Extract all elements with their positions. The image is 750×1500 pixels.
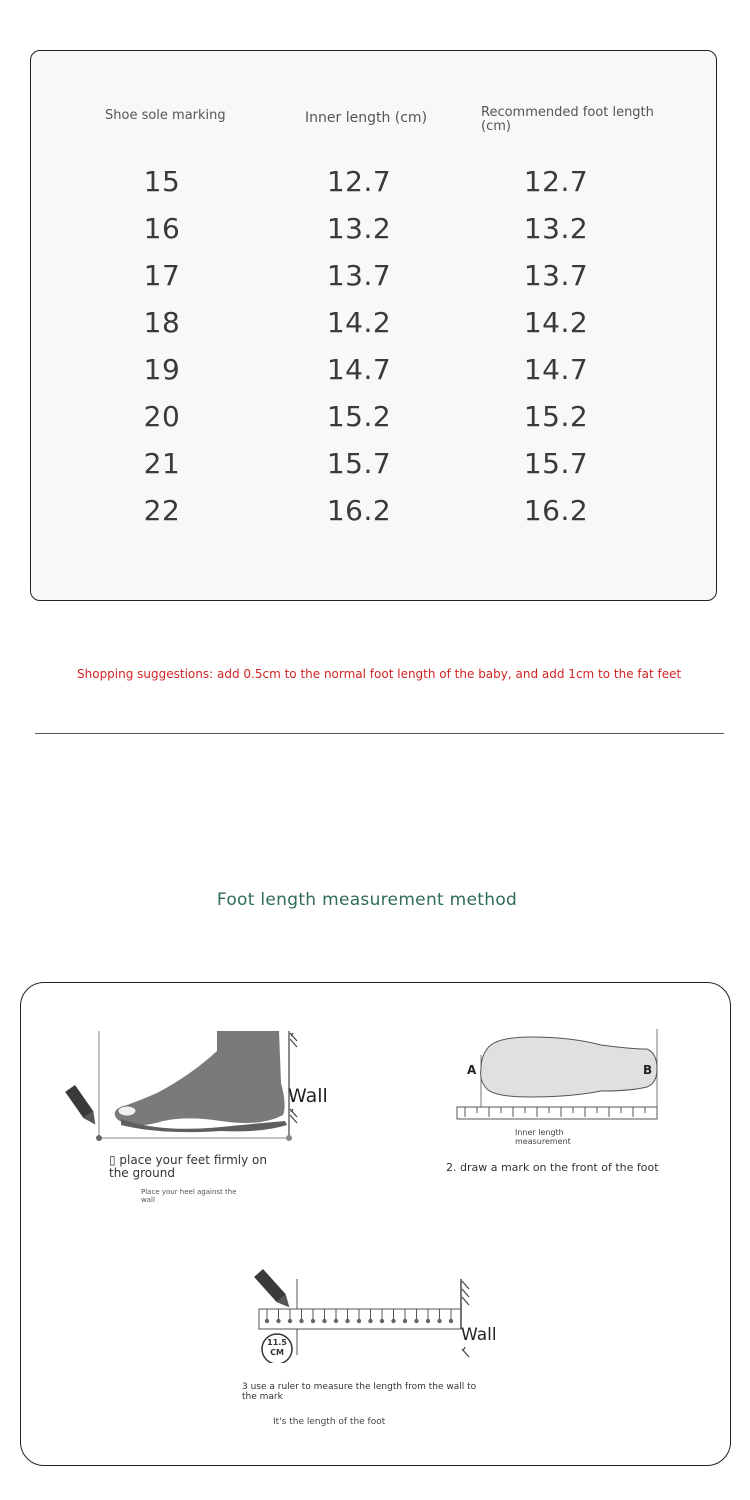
table-cell: 16 xyxy=(143,212,181,245)
table-cell: 14.7 xyxy=(326,353,392,386)
table-cell: 19 xyxy=(143,353,181,386)
table-cell: 22 xyxy=(143,494,181,527)
label-b: B xyxy=(643,1063,653,1077)
ruler-dot xyxy=(403,1319,407,1323)
foot-against-wall-illustration xyxy=(61,1023,361,1153)
table-cell: 14.2 xyxy=(523,306,589,339)
table-cell: 16.2 xyxy=(523,494,589,527)
size-table xyxy=(30,50,717,601)
header-shoe-sole-marking: Shoe sole marking xyxy=(105,108,226,123)
ruler-dot xyxy=(368,1319,372,1323)
ruler-dot xyxy=(276,1319,280,1323)
ruler-dot xyxy=(334,1319,338,1323)
table-cell: 15.7 xyxy=(523,447,589,480)
step2-caption: 2. draw a mark on the front of the foot xyxy=(446,1161,659,1174)
ruler-dot xyxy=(357,1319,361,1323)
ruler-dot xyxy=(299,1319,303,1323)
divider xyxy=(35,733,724,734)
table-cell: 21 xyxy=(143,447,181,480)
ruler-dot xyxy=(414,1319,418,1323)
wall-label-2: Wall xyxy=(461,1325,497,1345)
ruler-dot xyxy=(426,1319,430,1323)
table-cell: 13.2 xyxy=(523,212,589,245)
ruler-dot xyxy=(322,1319,326,1323)
step3-caption: 3 use a ruler to measure the length from the wall to the mark xyxy=(242,1382,477,1402)
table-cell: 17 xyxy=(143,259,181,292)
table-cell: 12.7 xyxy=(523,165,589,198)
table-cell: 13.7 xyxy=(326,259,392,292)
step1-sub-caption: Place your heel against the wall xyxy=(141,1188,237,1204)
ruler-dot xyxy=(288,1319,292,1323)
table-cell: 15.2 xyxy=(523,400,589,433)
table-cell: 14.7 xyxy=(523,353,589,386)
wall-label-1: Wall xyxy=(288,1085,328,1107)
table-cell: 15 xyxy=(143,165,181,198)
ruler-dot xyxy=(265,1319,269,1323)
table-cell: 14.2 xyxy=(326,306,392,339)
ruler-dot xyxy=(449,1319,453,1323)
table-cell: 13.2 xyxy=(326,212,392,245)
step3-sub-caption: It's the length of the foot xyxy=(273,1417,386,1427)
header-recommended-foot-length: Recommended foot length (cm) xyxy=(481,105,654,134)
table-cell: 12.7 xyxy=(326,165,392,198)
step1-caption: ▯ place your feet firmly on the ground xyxy=(109,1153,267,1180)
label-a: A xyxy=(467,1063,477,1077)
method-title: Foot length measurement method xyxy=(216,890,518,910)
table-cell: 13.7 xyxy=(523,259,589,292)
ruler-label: Inner length measurement xyxy=(515,1128,571,1146)
ruler-dot xyxy=(391,1319,395,1323)
ruler-dot xyxy=(437,1319,441,1323)
ruler-dot xyxy=(345,1319,349,1323)
table-cell: 20 xyxy=(143,400,181,433)
table-cell: 15.2 xyxy=(326,400,392,433)
ruler-dot xyxy=(380,1319,384,1323)
shopping-suggestion: Shopping suggestions: add 0.5cm to the normal foot length of the baby, and add 1cm to the fat feet xyxy=(77,667,682,681)
table-cell: 15.7 xyxy=(326,447,392,480)
header-inner-length: Inner length (cm) xyxy=(305,110,428,126)
measurement-badge: 11.5 CM xyxy=(267,1338,287,1357)
table-cell: 18 xyxy=(143,306,181,339)
ruler-dot xyxy=(311,1319,315,1323)
table-cell: 16.2 xyxy=(326,494,392,527)
measurement-method-panel xyxy=(20,982,731,1466)
